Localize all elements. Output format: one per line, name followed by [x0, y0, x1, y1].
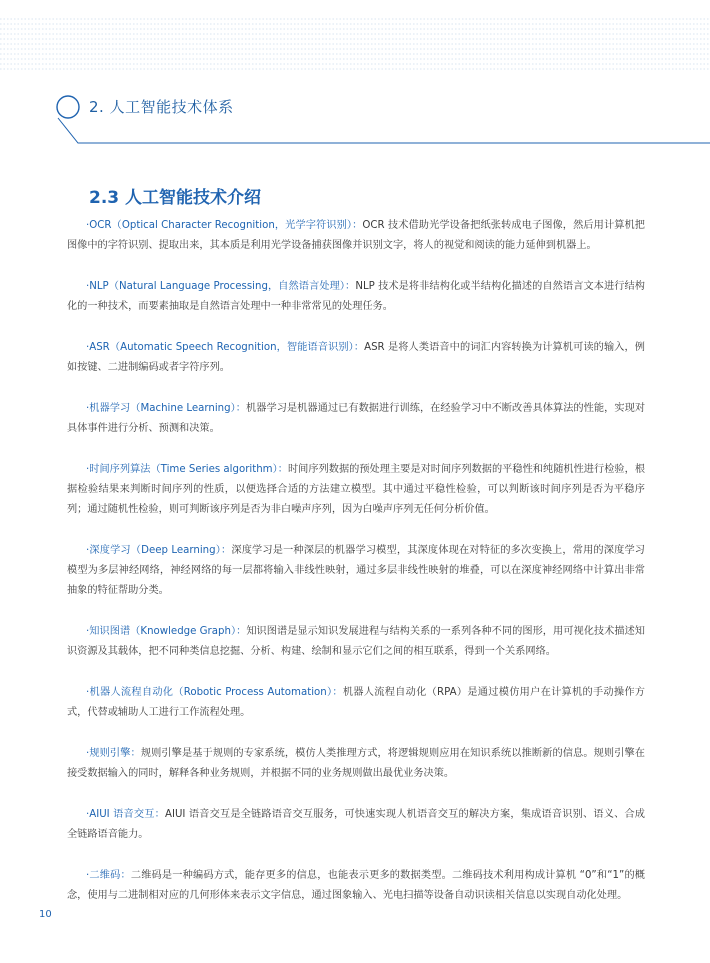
desc-aiui: AIUI 语音交互是全链路语音交互服务，可快速实现人机语音交互的解决方案，集成语音识别、语义、合成全链路语音能力。 — [67, 809, 645, 840]
term-asr: ·ASR（Automatic Speech Recognition，智能语音识别）： — [86, 342, 365, 353]
term-ocr: ·OCR（Optical Character Recognition，光学字符识别）： — [86, 220, 363, 231]
desc-qr-code: 二维码是一种编码方式，能存更多的信息，也能表示更多的数据类型。二维码技术利用构成计算机 “0”和“1”的概念，使用与二进制相对应的几何形体来表示文字信息，通过图象输入、光电扫描等设备自动识读相关信息以实现自动化处理。 — [67, 870, 645, 901]
paragraph-nlp — [67, 277, 645, 317]
header-decoration — [0, 0, 710, 150]
paragraph-aiui — [67, 805, 645, 845]
body-content — [67, 216, 645, 927]
term-knowledge-graph: ·知识图谱（Knowledge Graph）： — [86, 626, 247, 637]
desc-ocr: OCR 技术借助光学设备把纸张转成电子图像，然后用计算机把图像中的字符识别、提取出来，其本质是利用光学设备捕获图像并识别文字，将人的视觉和阅读的能力延伸到机器上。 — [67, 220, 645, 251]
paragraph-rpa — [67, 683, 645, 723]
desc-asr: ASR 是将人类语音中的词汇内容转换为计算机可读的输入，例如按键、二进制编码或者字符序列。 — [67, 342, 645, 373]
term-nlp: ·NLP（Natural Language Processing，自然语言处理）： — [86, 281, 356, 292]
paragraph-time-series — [67, 460, 645, 520]
desc-time-series: 时间序列数据的预处理主要是对时间序列数据的平稳性和纯随机性进行检验，根据检验结果来判断时间序列的性质，以便选择合适的方法建立模型。其中通过平稳性检验，可以判断该时间序列是否为平稳序列；通过随机性检验，则可判断该序列是否为非白噪声序列，因为白噪声序列无任何分析价值。 — [67, 464, 646, 515]
term-rpa: ·机器人流程自动化（Robotic Process Automation）： — [86, 687, 343, 698]
section-title: 2.3 人工智能技术介绍 — [89, 188, 262, 208]
page-number: 10 — [39, 909, 52, 920]
desc-rule-engine: 规则引擎是基于规则的专家系统，模仿人类推理方式，将逻辑规则应用在知识系统以推断新的信息。规则引擎在接受数据输入的同时，解释各种业务规则，并根据不同的业务规则做出最优业务决策。 — [67, 748, 645, 779]
header-divider — [58, 118, 710, 143]
term-deep-learning: ·深度学习（Deep Learning）： — [86, 545, 232, 556]
paragraph-asr — [67, 338, 645, 378]
term-machine-learning: ·机器学习（Machine Learning）： — [86, 403, 247, 414]
paragraph-ocr — [67, 216, 645, 256]
desc-deep-learning: 深度学习是一种深层的机器学习模型，其深度体现在对特征的多次变换上，常用的深度学习模型为多层神经网络，神经网络的每一层都将输入非线性映射，通过多层非线性映射的堆叠，可以在深度神经网络中计算出非常抽象的特征帮助分类。 — [67, 545, 645, 596]
chapter-title: 2. 人工智能技术体系 — [89, 98, 234, 116]
desc-machine-learning: 机器学习是机器通过已有数据进行训练，在经验学习中不断改善具体算法的性能，实现对具体事件进行分析、预测和决策。 — [67, 403, 646, 434]
term-time-series: ·时间序列算法（Time Series algorithm）： — [86, 464, 288, 475]
desc-nlp: NLP 技术是将非结构化或半结构化描述的自然语言文本进行结构化的一种技术，而要素抽取是自然语言处理中一种非常常见的处理任务。 — [67, 281, 645, 312]
paragraph-qr-code — [67, 866, 645, 906]
paragraph-deep-learning — [67, 541, 645, 601]
term-qr-code: ·二维码： — [86, 870, 131, 881]
paragraph-machine-learning — [67, 399, 645, 439]
paragraph-rule-engine — [67, 744, 645, 784]
desc-rpa: 机器人流程自动化（RPA）是通过模仿用户在计算机的手动操作方式，代替或辅助人工进行工作流程处理。 — [67, 687, 645, 718]
chapter-circle-icon — [57, 96, 79, 118]
paragraph-knowledge-graph — [67, 622, 645, 662]
desc-knowledge-graph: 知识图谱是显示知识发展进程与结构关系的一系列各种不同的图形，用可视化技术描述知识资源及其载体，把不同种类信息挖掘、分析、构建、绘制和显示它们之间的相互联系，得到一个关系网络。 — [67, 626, 645, 657]
term-rule-engine: ·规则引擎： — [86, 748, 141, 759]
term-aiui: ·AIUI 语音交互： — [86, 809, 165, 820]
